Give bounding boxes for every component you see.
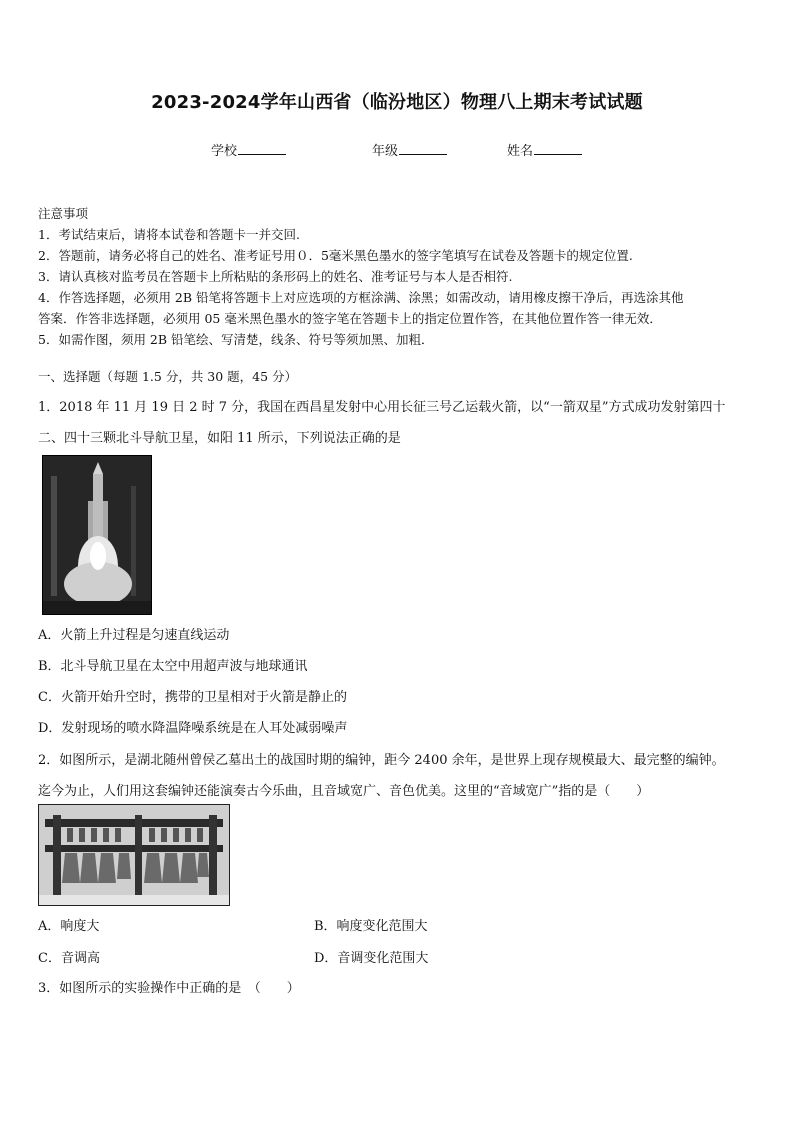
q3-stem: 3．如图所示的实验操作中正确的是 （ ） [38,981,300,996]
q1-option-a[interactable]: A．火箭上升过程是匀速直线运动 [38,628,230,643]
q1-stem-line2: 二、四十三颗北斗导航卫星，如阳 11 所示，下列说法正确的是 [38,431,401,446]
rocket-launch-image [42,455,152,615]
notice-heading: 注意事项 [38,206,89,221]
section-heading: 一、选择题（每题 1.5 分，共 30 题，45 分） [38,369,298,384]
q2-stem-line2: 迄今为止，人们用这套编钟还能演奏古今乐曲，且音域宽广、音色优美。这里的“音域宽广”指的是（ ） [38,784,650,799]
grade-field[interactable] [372,140,447,159]
notice-item: 1．考试结束后，请将本试卷和答题卡一并交回. [38,227,300,242]
q2-option-d[interactable]: D．音调变化范围大 [314,951,429,966]
q1-option-d[interactable]: D．发射现场的喷水降温降噪系统是在人耳处减弱噪声 [38,721,348,736]
q1-option-b[interactable]: B．北斗导航卫星在太空中用超声波与地球通讯 [38,659,308,674]
grade-label: 年级 [372,144,399,159]
q1-stem-line1: 1．2018 年 11 月 19 日 2 时 7 分，我国在西昌星发射中心用长征三号乙运载火箭，以“一箭双星”方式成功发射第四十 [38,400,726,415]
notice-item: 2．答题前，请务必将自己的姓名、准考证号用０．5毫米黑色墨水的签字笔填写在试卷及答题卡的规定位置. [38,248,633,263]
school-blank[interactable] [238,142,286,155]
q2-option-b[interactable]: B．响度变化范围大 [314,919,428,934]
notice-item: 答案．作答非选择题，必须用 05 毫米黑色墨水的签字笔在答题卡上的指定位置作答，在其他位置作答一律无效． [38,311,662,326]
q1-option-c[interactable]: C．火箭开始升空时，携带的卫星相对于火箭是静止的 [38,690,347,705]
q2-stem-line1: 2．如图所示，是湖北随州曾侯乙墓出土的战国时期的编钟，距今 2400 余年，是世界上现存规模最大、最完整的编钟。 [38,753,725,768]
q2-option-c[interactable]: C．音调高 [38,951,100,966]
notice-item: 3．请认真核对监考员在答题卡上所粘贴的条形码上的姓名、准考证号与本人是否相符. [38,269,513,284]
school-label: 学校 [211,144,238,159]
notice-item: 4．作答选择题，必须用 2B 铅笔将答题卡上对应选项的方框涂满、涂黑；如需改动，请用橡皮擦干净后，再选涂其他 [38,290,684,305]
name-label: 姓名 [507,144,534,159]
grade-blank[interactable] [399,142,447,155]
name-field[interactable] [507,140,582,159]
q2-option-a[interactable]: A．响度大 [38,919,100,934]
notice-item: 5．如需作图，须用 2B 铅笔绘、写清楚，线条、符号等须加黑、加粗． [38,332,434,347]
exam-title: 2023-2024学年山西省（临汾地区）物理八上期末考试试题 [151,92,643,113]
notice-section [38,203,758,350]
name-blank[interactable] [534,142,582,155]
school-field[interactable] [211,140,286,159]
chime-bells-image [38,804,230,906]
